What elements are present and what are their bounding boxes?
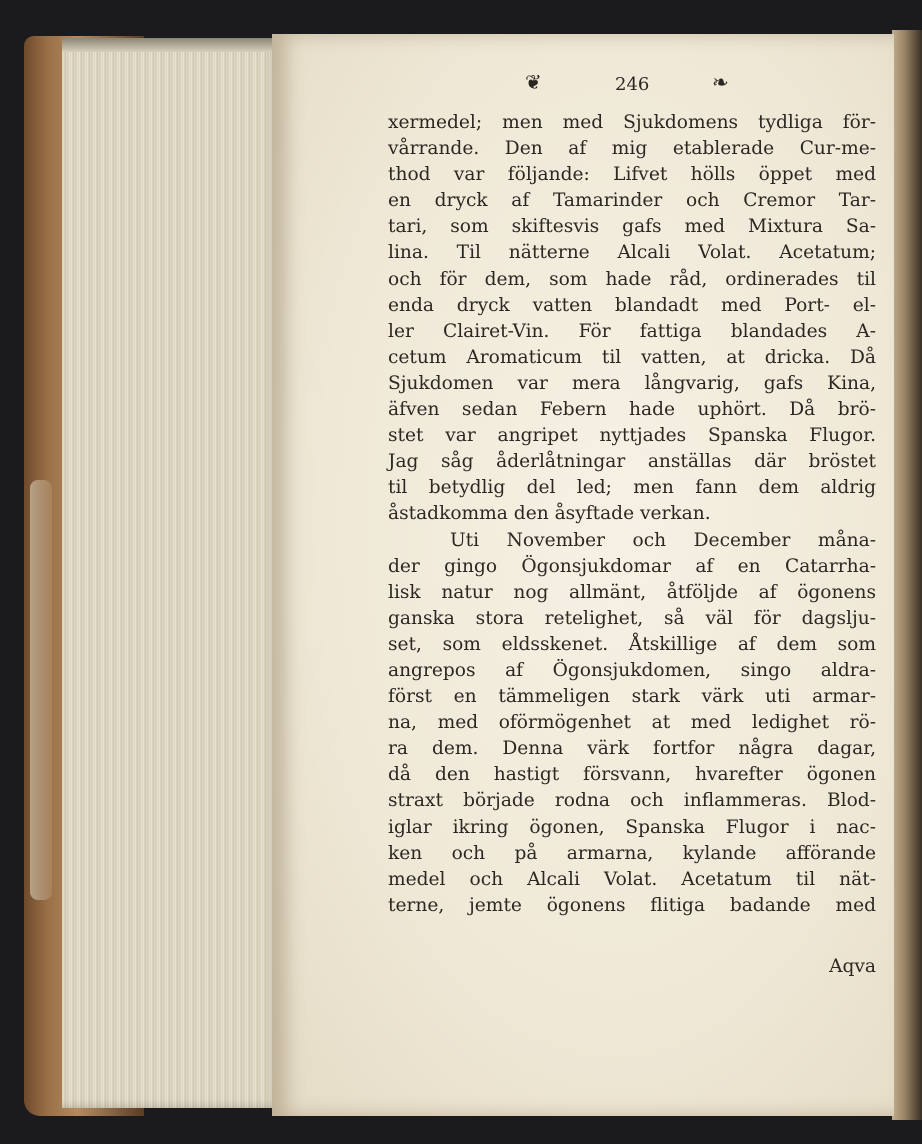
page-stack-top-shadow: [62, 38, 280, 52]
text-line: äfven sedan Febern hade uphört. Då brö-: [388, 399, 876, 421]
right-ornament-icon: ❧: [712, 70, 729, 94]
text-line: na, med oförmögenhet at med ledighet rö-: [388, 712, 876, 734]
text-line: ler Clairet-Vin. För fattiga blandades A-: [388, 320, 876, 342]
text-line: åstadkomma den åsyftade verkan.: [388, 503, 711, 525]
text-line: til betydlig del led; men fann dem aldrig: [388, 477, 876, 499]
facing-page-edge: [892, 30, 922, 1120]
catchword: Aqva: [829, 956, 876, 977]
text-line: vårrande. Den af mig etablerade Cur-me-: [388, 138, 876, 160]
left-ornament-icon: ❦: [525, 70, 542, 94]
text-line: thod var följande: Lifvet hölls öppet med: [388, 164, 876, 186]
text-line: stet var angripet nyttjades Spanska Flugor.: [388, 425, 876, 447]
text-line: Uti November och December måna-: [450, 529, 876, 551]
text-line: medel och Alcali Volat. Acetatum til nät-: [388, 868, 876, 890]
text-line: och för dem, som hade råd, ordinerades til: [388, 268, 876, 290]
page-stack-edges: [62, 38, 280, 1108]
body-text: [388, 110, 876, 919]
text-line: straxt började rodna och inflammeras. Blod-: [388, 790, 876, 812]
page-header: [520, 70, 750, 96]
text-line: tari, som skiftesvis gafs med Mixtura Sa-: [388, 216, 876, 238]
text-line: en dryck af Tamarinder och Cremor Tar-: [388, 190, 876, 212]
page-number: 246: [615, 74, 650, 95]
text-line: först en tämmeligen stark värk uti armar-: [388, 686, 876, 708]
text-line: Jag såg åderlåtningar anställas där bröstet: [388, 451, 876, 473]
text-line: ken och på armarna, kylande afförande: [388, 842, 876, 864]
text-line: ra dem. Denna värk fortfor några dagar,: [388, 738, 876, 760]
text-line: xermedel; men med Sjukdomens tydliga för-: [388, 112, 876, 133]
text-line: då den hastigt försvann, hvarefter ögonen: [388, 764, 876, 786]
text-line: set, som eldsskenet. Åtskillige af dem som: [388, 633, 876, 655]
text-line: lina. Til nätterne Alcali Volat. Acetatum;: [388, 242, 876, 264]
text-line: iglar ikring ögonen, Spanska Flugor i nac-: [388, 816, 876, 838]
cover-worn-patch: [30, 480, 52, 900]
text-line: angrepos af Ögonsjukdomen, singo aldra-: [388, 659, 876, 681]
text-line: terne, jemte ögonens flitiga badande med: [388, 894, 876, 916]
text-line: der gingo Ögonsjukdomar af en Catarrha-: [388, 555, 876, 577]
text-line: lisk natur nog allmänt, åtföljde af ögonens: [388, 581, 876, 603]
text-line: enda dryck vatten blandadt med Port- el-: [388, 294, 876, 316]
text-line: Sjukdomen var mera långvarig, gafs Kina,: [388, 372, 876, 394]
text-line: cetum Aromaticum til vatten, at dricka. Då: [388, 346, 876, 368]
text-line: ganska stora retelighet, så väl för dagslju-: [388, 607, 876, 629]
